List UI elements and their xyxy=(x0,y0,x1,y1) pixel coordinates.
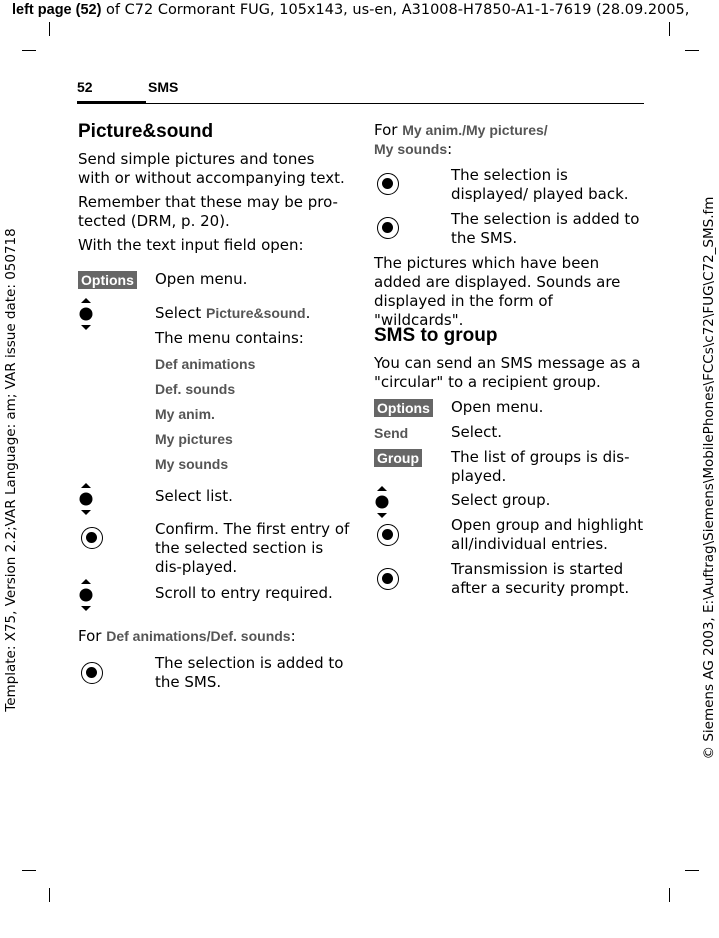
crop-mark xyxy=(49,888,50,902)
select-prefix: Select xyxy=(155,304,207,322)
drm-paragraph: Remember that these may be pro-tected (DRM, p. 20). xyxy=(78,193,338,230)
page-number: 52 xyxy=(77,79,93,95)
crop-mark xyxy=(49,22,50,36)
menu-item-my-anim: My anim. xyxy=(155,406,215,422)
crop-mark xyxy=(22,870,36,871)
crop-mark xyxy=(22,50,36,51)
crop-mark xyxy=(669,22,670,36)
select-picture-sound xyxy=(155,304,310,323)
menu-contains-text: The menu contains: xyxy=(155,329,304,347)
menu-item-my-pictures: My pictures xyxy=(155,431,233,447)
section-title: SMS xyxy=(148,79,179,95)
menu-item-def-animations: Def animations xyxy=(155,356,256,372)
picture-sound-heading: Picture&sound xyxy=(78,121,214,142)
select-suffix: . xyxy=(305,304,311,322)
joystick-press-icon xyxy=(377,173,399,195)
added-text: The selection is added to the SMS. xyxy=(155,654,344,691)
joystick-press-icon xyxy=(81,527,103,549)
input-open-paragraph: With the text input field open: xyxy=(78,236,304,254)
group-softkey xyxy=(374,448,422,467)
template-info: Template: X75, Version 2.2;VAR Language: am; VAR issue date: 050718 xyxy=(3,228,19,712)
joystick-press-icon xyxy=(377,524,399,546)
open-group-text: Open group and highlight all/individual entries. xyxy=(451,516,644,553)
running-header-rest: of C72 Cormorant FUG, 105x143, us-en, A31008-H7850-A1-1-7619 (28.09.2005, xyxy=(101,2,690,18)
menu-item-picture-sound: Picture&sound xyxy=(206,305,306,321)
for-prefix: For xyxy=(374,121,403,139)
menu-item-def-sounds: Def. sounds xyxy=(155,381,236,397)
confirm-text: Confirm. The first entry of the selected section is dis-played. xyxy=(155,520,350,576)
options-text: Open menu. xyxy=(155,270,248,288)
select-group-text: Select group. xyxy=(451,491,551,509)
for-my-items: My anim./My pictures/ xyxy=(402,122,548,138)
crop-mark xyxy=(685,870,699,871)
navigation-key-icon xyxy=(78,482,94,516)
options-text: Open menu. xyxy=(451,398,544,416)
transmission-text: Transmission is started after a security prompt. xyxy=(451,560,630,597)
for-def-items: Def animations/Def. sounds xyxy=(106,628,291,644)
select-list-text: Select list. xyxy=(155,487,233,505)
sms-to-group-heading: SMS to group xyxy=(374,325,498,346)
navigation-key-icon xyxy=(78,578,94,612)
scroll-text: Scroll to entry required. xyxy=(155,584,333,602)
for-suffix: : xyxy=(290,627,296,645)
options-softkey-label: Options xyxy=(374,399,433,417)
copyright-path: © Siemens AG 2003, E:\Auftrag\Siemens\MobilePhones\FCCs\c72\FUG\C72_SMS.fm xyxy=(701,196,717,760)
for-suffix: : xyxy=(447,140,453,158)
for-my-line xyxy=(374,121,548,140)
menu-item-my-sounds: My sounds xyxy=(155,456,229,472)
intro-paragraph: Send simple pictures and tones with or without accompanying text. xyxy=(78,150,345,187)
header-rule xyxy=(77,103,644,104)
displayed-text: The selection is displayed/ played back. xyxy=(451,166,629,203)
joystick-press-icon xyxy=(377,568,399,590)
for-def-line xyxy=(78,627,296,646)
group-text: The list of groups is dis-played. xyxy=(451,448,630,485)
send-text: Select. xyxy=(451,423,503,441)
for-my-sounds: My sounds xyxy=(374,141,448,157)
options-softkey xyxy=(374,398,433,417)
options-softkey xyxy=(78,270,137,289)
running-header xyxy=(12,0,689,20)
crop-mark xyxy=(685,50,699,51)
circular-paragraph: You can send an SMS message as a "circular" to a recipient group. xyxy=(374,354,641,391)
running-header-bold: left page (52) xyxy=(12,2,102,18)
pictures-paragraph: The pictures which have been added are displayed. Sounds are displayed in the form of "wildcards". xyxy=(374,254,621,329)
send-key: Send xyxy=(374,425,409,441)
options-softkey-label: Options xyxy=(78,271,137,289)
for-prefix: For xyxy=(78,627,107,645)
navigation-key-icon xyxy=(374,485,390,519)
crop-mark xyxy=(669,888,670,902)
group-softkey-label: Group xyxy=(374,449,422,467)
for-my-line-2 xyxy=(374,140,452,159)
joystick-press-icon xyxy=(81,662,103,684)
navigation-key-icon xyxy=(78,297,94,331)
added-text-right: The selection is added to the SMS. xyxy=(451,210,640,247)
joystick-press-icon xyxy=(377,217,399,239)
